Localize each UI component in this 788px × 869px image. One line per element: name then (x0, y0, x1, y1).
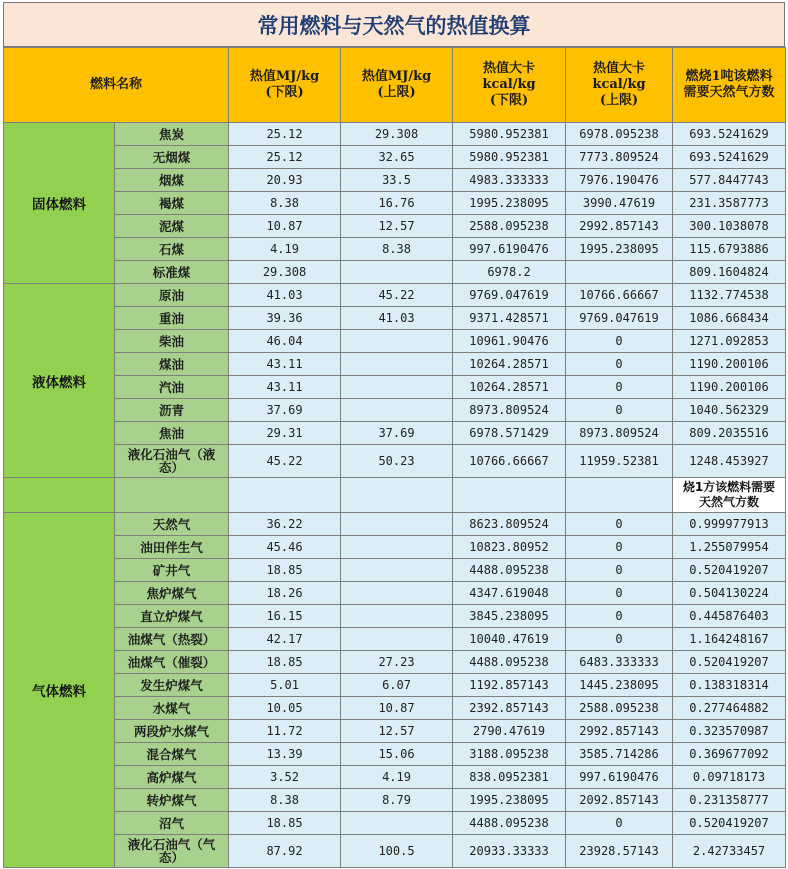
kcal-low-value: 10823.80952 (453, 536, 566, 559)
mj-low-value: 25.12 (229, 123, 341, 146)
fuel-name: 高炉煤气 (115, 766, 229, 789)
mj-high-value: 15.06 (341, 743, 453, 766)
mj-low-value: 43.11 (229, 353, 341, 376)
mj-high-value: 37.69 (341, 422, 453, 445)
mj-low-value: 18.85 (229, 651, 341, 674)
kcal-low-value: 1995.238095 (453, 192, 566, 215)
mj-high-value: 50.23 (341, 445, 453, 478)
kcal-high-value: 0 (566, 353, 673, 376)
mj-low-value: 20.93 (229, 169, 341, 192)
fuel-name: 汽油 (115, 376, 229, 399)
kcal-low-value: 9769.047619 (453, 284, 566, 307)
kcal-high-value: 7976.190476 (566, 169, 673, 192)
mj-low-value: 18.26 (229, 582, 341, 605)
sheet-title: 常用燃料与天然气的热值换算 (3, 2, 785, 47)
kcal-high-value: 2092.857143 (566, 789, 673, 812)
table-row (4, 513, 786, 536)
gas-equivalent-value: 300.1038078 (673, 215, 786, 238)
mj-high-value: 6.07 (341, 674, 453, 697)
table-row (4, 123, 786, 146)
table-row (4, 238, 786, 261)
mj-low-value: 45.22 (229, 445, 341, 478)
table-row (4, 399, 786, 422)
fuel-name: 标准煤 (115, 261, 229, 284)
table-row (4, 628, 786, 651)
table-row (4, 422, 786, 445)
kcal-low-value: 4488.095238 (453, 559, 566, 582)
fuel-name: 沥青 (115, 399, 229, 422)
mj-high-value: 10.87 (341, 697, 453, 720)
fuel-name: 石煤 (115, 238, 229, 261)
kcal-high-value: 2992.857143 (566, 720, 673, 743)
table-row (4, 169, 786, 192)
table-row (4, 215, 786, 238)
table-row (4, 674, 786, 697)
header-row (4, 48, 786, 123)
kcal-high-value: 8973.809524 (566, 422, 673, 445)
mj-high-value: 12.57 (341, 720, 453, 743)
kcal-high-value: 10766.66667 (566, 284, 673, 307)
gas-equivalent-value: 1.164248167 (673, 628, 786, 651)
kcal-high-value: 0 (566, 330, 673, 353)
header-mj-high: 热值MJ/kg (上限) (341, 48, 453, 123)
kcal-high-value (566, 261, 673, 284)
kcal-high-value: 0 (566, 513, 673, 536)
fuel-name: 褐煤 (115, 192, 229, 215)
fuel-name: 油田伴生气 (115, 536, 229, 559)
category-liquid: 液体燃料 (4, 284, 115, 478)
fuel-name: 转炉煤气 (115, 789, 229, 812)
subheader-blank-value (341, 478, 453, 513)
gas-equivalent-value: 0.138318314 (673, 674, 786, 697)
kcal-low-value: 4488.095238 (453, 812, 566, 835)
mj-high-value (341, 628, 453, 651)
kcal-low-value: 997.6190476 (453, 238, 566, 261)
fuel-name: 水煤气 (115, 697, 229, 720)
fuel-name: 柴油 (115, 330, 229, 353)
gas-per-cubic-header: 烧1方该燃料需要 天然气方数 (673, 478, 786, 513)
table-row (4, 766, 786, 789)
mj-low-value: 25.12 (229, 146, 341, 169)
mj-high-value: 45.22 (341, 284, 453, 307)
mj-low-value: 46.04 (229, 330, 341, 353)
table-row (4, 605, 786, 628)
table-row (4, 261, 786, 284)
mj-low-value: 4.19 (229, 238, 341, 261)
mj-high-value (341, 812, 453, 835)
kcal-low-value: 4488.095238 (453, 651, 566, 674)
kcal-low-value: 10040.47619 (453, 628, 566, 651)
kcal-low-value: 6978.2 (453, 261, 566, 284)
kcal-high-value: 0 (566, 605, 673, 628)
table-row (4, 192, 786, 215)
gas-equivalent-value: 693.5241629 (673, 146, 786, 169)
kcal-low-value: 2588.095238 (453, 215, 566, 238)
mj-high-value: 8.79 (341, 789, 453, 812)
mj-high-value: 41.03 (341, 307, 453, 330)
mj-low-value: 18.85 (229, 812, 341, 835)
gas-equivalent-value: 1.255079954 (673, 536, 786, 559)
gas-equivalent-value: 231.3587773 (673, 192, 786, 215)
kcal-low-value: 2790.47619 (453, 720, 566, 743)
kcal-low-value: 838.0952381 (453, 766, 566, 789)
mj-low-value: 10.05 (229, 697, 341, 720)
kcal-high-value: 11959.52381 (566, 445, 673, 478)
kcal-low-value: 1995.238095 (453, 789, 566, 812)
mj-high-value: 33.5 (341, 169, 453, 192)
mj-high-value: 16.76 (341, 192, 453, 215)
kcal-high-value: 0 (566, 376, 673, 399)
gas-subheader-row (4, 478, 786, 513)
table-row (4, 536, 786, 559)
kcal-low-value: 2392.857143 (453, 697, 566, 720)
fuel-name: 焦炉煤气 (115, 582, 229, 605)
mj-low-value: 87.92 (229, 835, 341, 868)
mj-low-value: 45.46 (229, 536, 341, 559)
table-row (4, 835, 786, 868)
mj-high-value (341, 559, 453, 582)
fuel-name: 无烟煤 (115, 146, 229, 169)
table-row (4, 559, 786, 582)
kcal-low-value: 20933.33333 (453, 835, 566, 868)
kcal-low-value: 3188.095238 (453, 743, 566, 766)
mj-high-value (341, 353, 453, 376)
gas-equivalent-value: 1086.668434 (673, 307, 786, 330)
kcal-high-value: 6483.333333 (566, 651, 673, 674)
mj-low-value: 29.31 (229, 422, 341, 445)
table-row (4, 284, 786, 307)
kcal-low-value: 1192.857143 (453, 674, 566, 697)
gas-equivalent-value: 0.231358777 (673, 789, 786, 812)
fuel-name: 天然气 (115, 513, 229, 536)
fuel-name: 焦炭 (115, 123, 229, 146)
fuel-name: 重油 (115, 307, 229, 330)
mj-low-value: 39.36 (229, 307, 341, 330)
table-row (4, 146, 786, 169)
mj-high-value (341, 513, 453, 536)
mj-low-value: 16.15 (229, 605, 341, 628)
fuel-name: 液化石油气（气 态） (115, 835, 229, 868)
kcal-high-value: 0 (566, 582, 673, 605)
kcal-low-value: 8623.809524 (453, 513, 566, 536)
mj-low-value: 10.87 (229, 215, 341, 238)
gas-equivalent-value: 1190.200106 (673, 353, 786, 376)
gas-equivalent-value: 577.8447743 (673, 169, 786, 192)
kcal-low-value: 10264.28571 (453, 376, 566, 399)
kcal-high-value: 9769.047619 (566, 307, 673, 330)
gas-equivalent-value: 1190.200106 (673, 376, 786, 399)
spreadsheet (3, 2, 785, 868)
table-row (4, 582, 786, 605)
gas-equivalent-value: 0.520419207 (673, 559, 786, 582)
fuel-name: 直立炉煤气 (115, 605, 229, 628)
fuel-name: 烟煤 (115, 169, 229, 192)
subheader-blank-category (4, 478, 115, 513)
mj-high-value: 27.23 (341, 651, 453, 674)
fuel-name: 煤油 (115, 353, 229, 376)
table-row (4, 651, 786, 674)
mj-low-value: 29.308 (229, 261, 341, 284)
subheader-blank-value (566, 478, 673, 513)
category-solid: 固体燃料 (4, 123, 115, 284)
kcal-low-value: 5980.952381 (453, 123, 566, 146)
gas-equivalent-value: 809.2035516 (673, 422, 786, 445)
mj-high-value: 4.19 (341, 766, 453, 789)
gas-equivalent-value: 693.5241629 (673, 123, 786, 146)
kcal-high-value: 3585.714286 (566, 743, 673, 766)
gas-equivalent-value: 0.520419207 (673, 812, 786, 835)
mj-low-value: 18.85 (229, 559, 341, 582)
fuel-name: 泥煤 (115, 215, 229, 238)
kcal-high-value: 0 (566, 536, 673, 559)
table-row (4, 720, 786, 743)
mj-low-value: 36.22 (229, 513, 341, 536)
mj-low-value: 3.52 (229, 766, 341, 789)
kcal-high-value: 0 (566, 628, 673, 651)
kcal-high-value: 6978.095238 (566, 123, 673, 146)
mj-low-value: 5.01 (229, 674, 341, 697)
fuel-name: 焦油 (115, 422, 229, 445)
mj-low-value: 42.17 (229, 628, 341, 651)
table-row (4, 353, 786, 376)
gas-equivalent-value: 2.42733457 (673, 835, 786, 868)
header-gas-per-ton: 燃烧1吨该燃料 需要天然气方数 (673, 48, 786, 123)
header-mj-low: 热值MJ/kg (下限) (229, 48, 341, 123)
gas-equivalent-value: 1271.092853 (673, 330, 786, 353)
kcal-low-value: 3845.238095 (453, 605, 566, 628)
mj-low-value: 11.72 (229, 720, 341, 743)
kcal-high-value: 1445.238095 (566, 674, 673, 697)
gas-equivalent-value: 809.1604824 (673, 261, 786, 284)
mj-low-value: 13.39 (229, 743, 341, 766)
mj-high-value (341, 399, 453, 422)
kcal-low-value: 8973.809524 (453, 399, 566, 422)
fuel-name: 液化石油气（液 态） (115, 445, 229, 478)
kcal-high-value: 0 (566, 399, 673, 422)
kcal-high-value: 997.6190476 (566, 766, 673, 789)
mj-low-value: 41.03 (229, 284, 341, 307)
fuel-name: 沼气 (115, 812, 229, 835)
subheader-blank-name (115, 478, 229, 513)
fuel-name: 两段炉水煤气 (115, 720, 229, 743)
mj-high-value: 32.65 (341, 146, 453, 169)
gas-equivalent-value: 1248.453927 (673, 445, 786, 478)
gas-equivalent-value: 1040.562329 (673, 399, 786, 422)
kcal-low-value: 10961.90476 (453, 330, 566, 353)
mj-high-value (341, 330, 453, 353)
gas-equivalent-value: 0.504130224 (673, 582, 786, 605)
mj-low-value: 8.38 (229, 789, 341, 812)
mj-high-value (341, 261, 453, 284)
kcal-high-value: 0 (566, 812, 673, 835)
kcal-high-value: 3990.47619 (566, 192, 673, 215)
category-gas: 气体燃料 (4, 513, 115, 868)
header-fuel-name: 燃料名称 (4, 48, 229, 123)
kcal-high-value: 2588.095238 (566, 697, 673, 720)
kcal-high-value: 2992.857143 (566, 215, 673, 238)
header-kcal-low: 热值大卡 kcal/kg (下限) (453, 48, 566, 123)
table-row (4, 376, 786, 399)
table-row (4, 330, 786, 353)
table-row (4, 307, 786, 330)
gas-equivalent-value: 0.323570987 (673, 720, 786, 743)
mj-high-value: 12.57 (341, 215, 453, 238)
fuel-name: 混合煤气 (115, 743, 229, 766)
header-kcal-high: 热值大卡 kcal/kg (上限) (566, 48, 673, 123)
gas-equivalent-value: 115.6793886 (673, 238, 786, 261)
table-row (4, 812, 786, 835)
mj-high-value: 100.5 (341, 835, 453, 868)
gas-equivalent-value: 0.520419207 (673, 651, 786, 674)
subheader-blank-value (453, 478, 566, 513)
subheader-blank-value (229, 478, 341, 513)
fuel-name: 矿井气 (115, 559, 229, 582)
mj-high-value: 29.308 (341, 123, 453, 146)
kcal-high-value: 0 (566, 559, 673, 582)
mj-low-value: 37.69 (229, 399, 341, 422)
mj-low-value: 8.38 (229, 192, 341, 215)
kcal-high-value: 1995.238095 (566, 238, 673, 261)
gas-equivalent-value: 1132.774538 (673, 284, 786, 307)
kcal-low-value: 5980.952381 (453, 146, 566, 169)
gas-equivalent-value: 0.369677092 (673, 743, 786, 766)
mj-high-value: 8.38 (341, 238, 453, 261)
gas-equivalent-value: 0.09718173 (673, 766, 786, 789)
gas-equivalent-value: 0.999977913 (673, 513, 786, 536)
kcal-high-value: 23928.57143 (566, 835, 673, 868)
fuel-name: 油煤气（热裂） (115, 628, 229, 651)
mj-low-value: 43.11 (229, 376, 341, 399)
table-row (4, 743, 786, 766)
kcal-low-value: 4983.333333 (453, 169, 566, 192)
fuel-name: 发生炉煤气 (115, 674, 229, 697)
kcal-low-value: 10264.28571 (453, 353, 566, 376)
mj-high-value (341, 582, 453, 605)
kcal-low-value: 9371.428571 (453, 307, 566, 330)
heat-value-table (3, 47, 786, 868)
mj-high-value (341, 376, 453, 399)
table-row (4, 445, 786, 478)
gas-equivalent-value: 0.445876403 (673, 605, 786, 628)
table-row (4, 697, 786, 720)
table-row (4, 789, 786, 812)
fuel-name: 油煤气（催裂） (115, 651, 229, 674)
kcal-low-value: 10766.66667 (453, 445, 566, 478)
mj-high-value (341, 605, 453, 628)
mj-high-value (341, 536, 453, 559)
kcal-low-value: 6978.571429 (453, 422, 566, 445)
fuel-name: 原油 (115, 284, 229, 307)
kcal-low-value: 4347.619048 (453, 582, 566, 605)
kcal-high-value: 7773.809524 (566, 146, 673, 169)
gas-equivalent-value: 0.277464882 (673, 697, 786, 720)
